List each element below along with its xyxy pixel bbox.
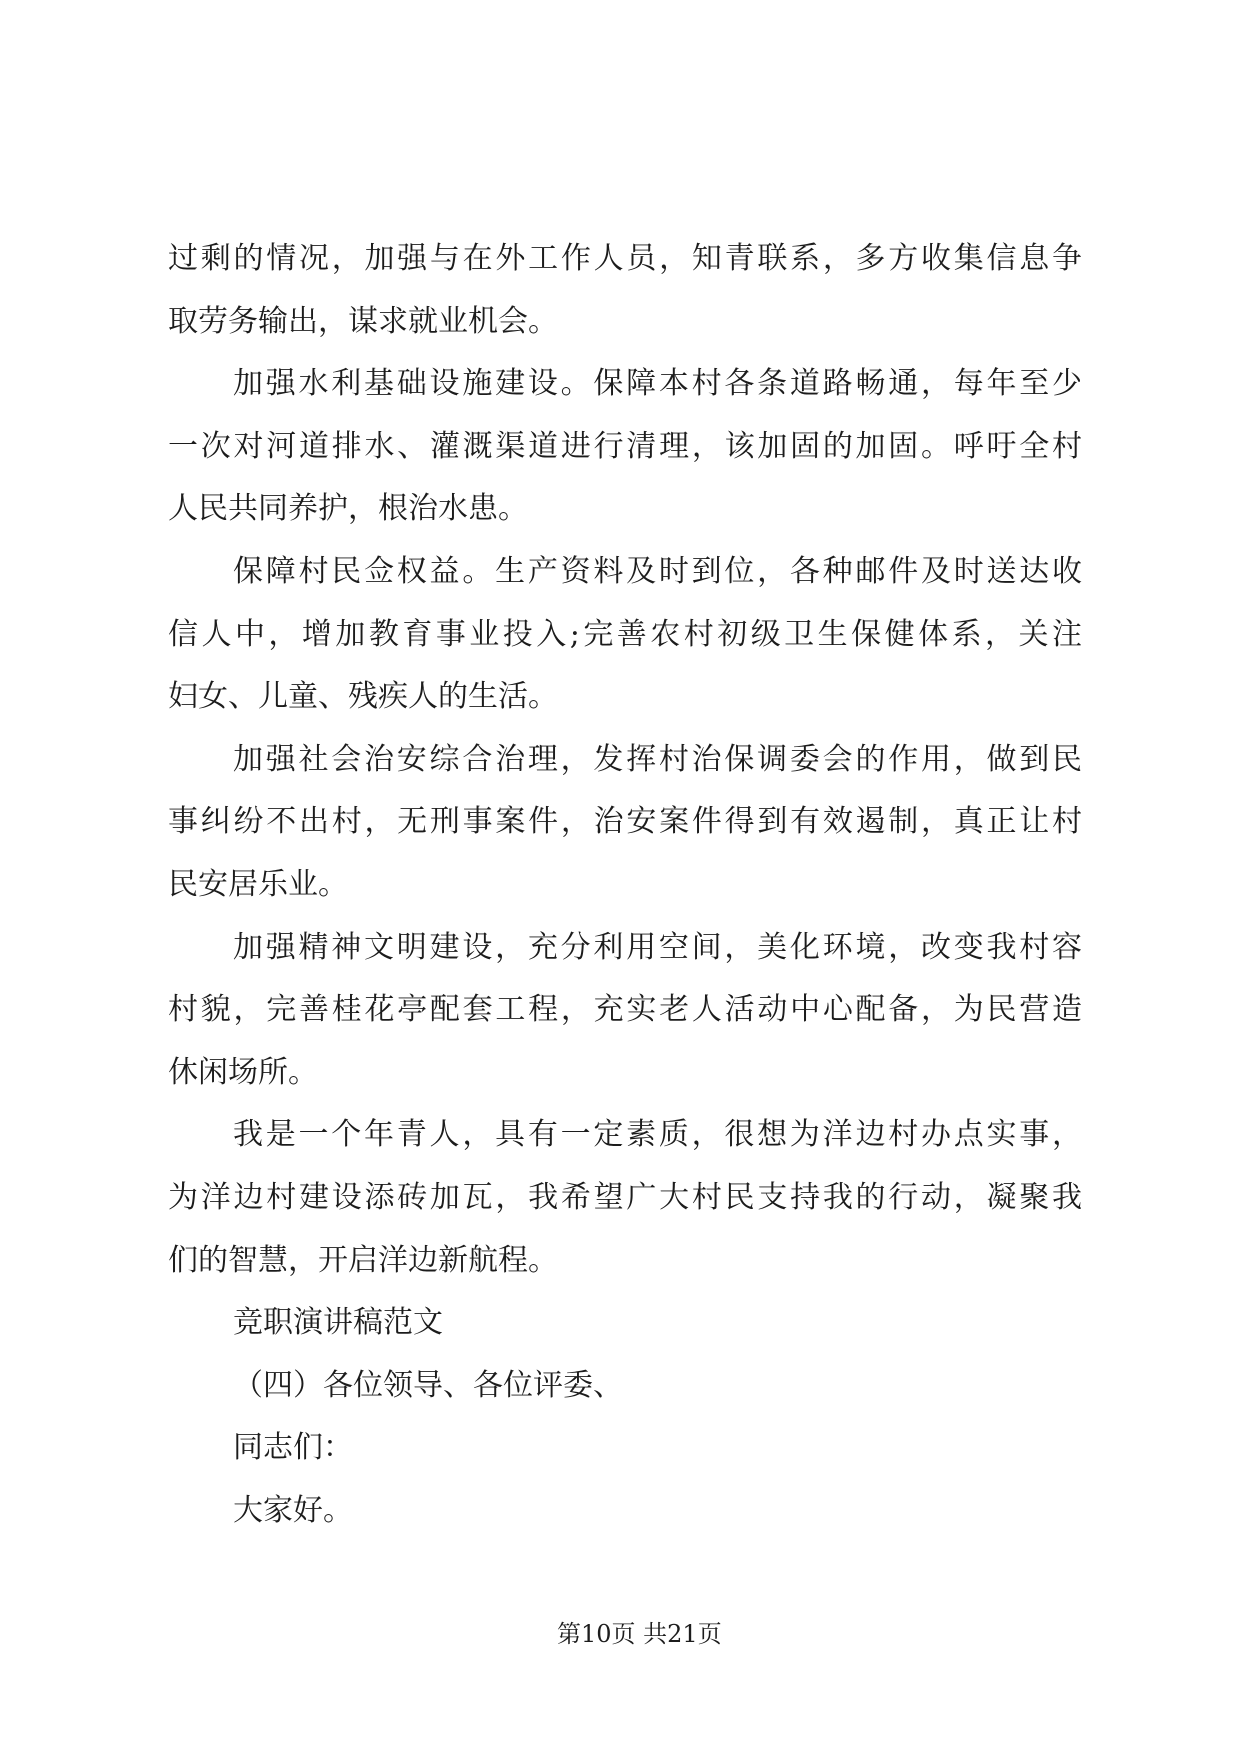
paragraph [168,228,1082,353]
paragraph [168,917,1082,1105]
paragraph [168,1480,1082,1543]
text-line: 加强精神文明建设，充分利用空间，美化环境，改变我村容 [233,929,1082,965]
salutation: 同志们： [233,1430,353,1466]
text-line: 民安居乐业。 [168,866,348,902]
paragraph [168,1292,1082,1355]
text-line: 加强水利基础设施建设。保障本村各条道路畅通，每年至少 [233,366,1082,402]
salutation: （四）各位领导、各位评委、 [233,1367,623,1403]
text-line: 过剩的情况，加强与在外工作人员，知青联系，多方收集信息争 [168,241,1082,276]
text-line: 保障村民佥权益。生产资料及时到位，各种邮件及时送达收 [233,553,1082,589]
section-title: 竞职演讲稿范文 [233,1305,443,1341]
text-line: 妇女、儿童、残疾人的生活。 [168,679,558,715]
text-line: 人民共同养护，根治水患。 [168,491,528,527]
paragraph [168,1417,1082,1480]
paragraph [168,729,1082,917]
greeting: 大家好。 [233,1492,353,1528]
paragraph [168,1104,1082,1292]
text-line: 村貌，完善桂花亭配套工程，充实老人活动中心配备，为民营造 [168,992,1082,1028]
text-line: 加强社会治安综合治理，发挥村治保调委会的作用，做到民 [233,741,1082,777]
text-line: 休闲场所。 [168,1054,318,1090]
text-line: 我是一个年青人，具有一定素质，很想为洋边村办点实事， [233,1117,1082,1153]
text-line: 为洋边村建设添砖加瓦，我希望广大村民支持我的行动，凝聚我 [168,1179,1082,1215]
paragraph [168,541,1082,729]
text-line: 们的智慧，开启洋边新航程。 [168,1242,558,1278]
text-line: 信人中，增加教育事业投入;完善农村初级卫生保健体系，关注 [168,616,1082,652]
paragraph [168,1355,1082,1418]
page-footer: 第10页 共21页 [557,1620,722,1648]
paragraph [168,353,1082,541]
document-body [168,228,1082,1542]
text-line: 事纠纷不出村，无刑事案件，治安案件得到有效遏制，真正让村 [168,804,1082,840]
text-line: 一次对河道排水、灌溉渠道进行清理，该加固的加固。呼吁全村 [168,428,1082,464]
text-line: 取劳务输出，谋求就业机会。 [168,303,558,339]
